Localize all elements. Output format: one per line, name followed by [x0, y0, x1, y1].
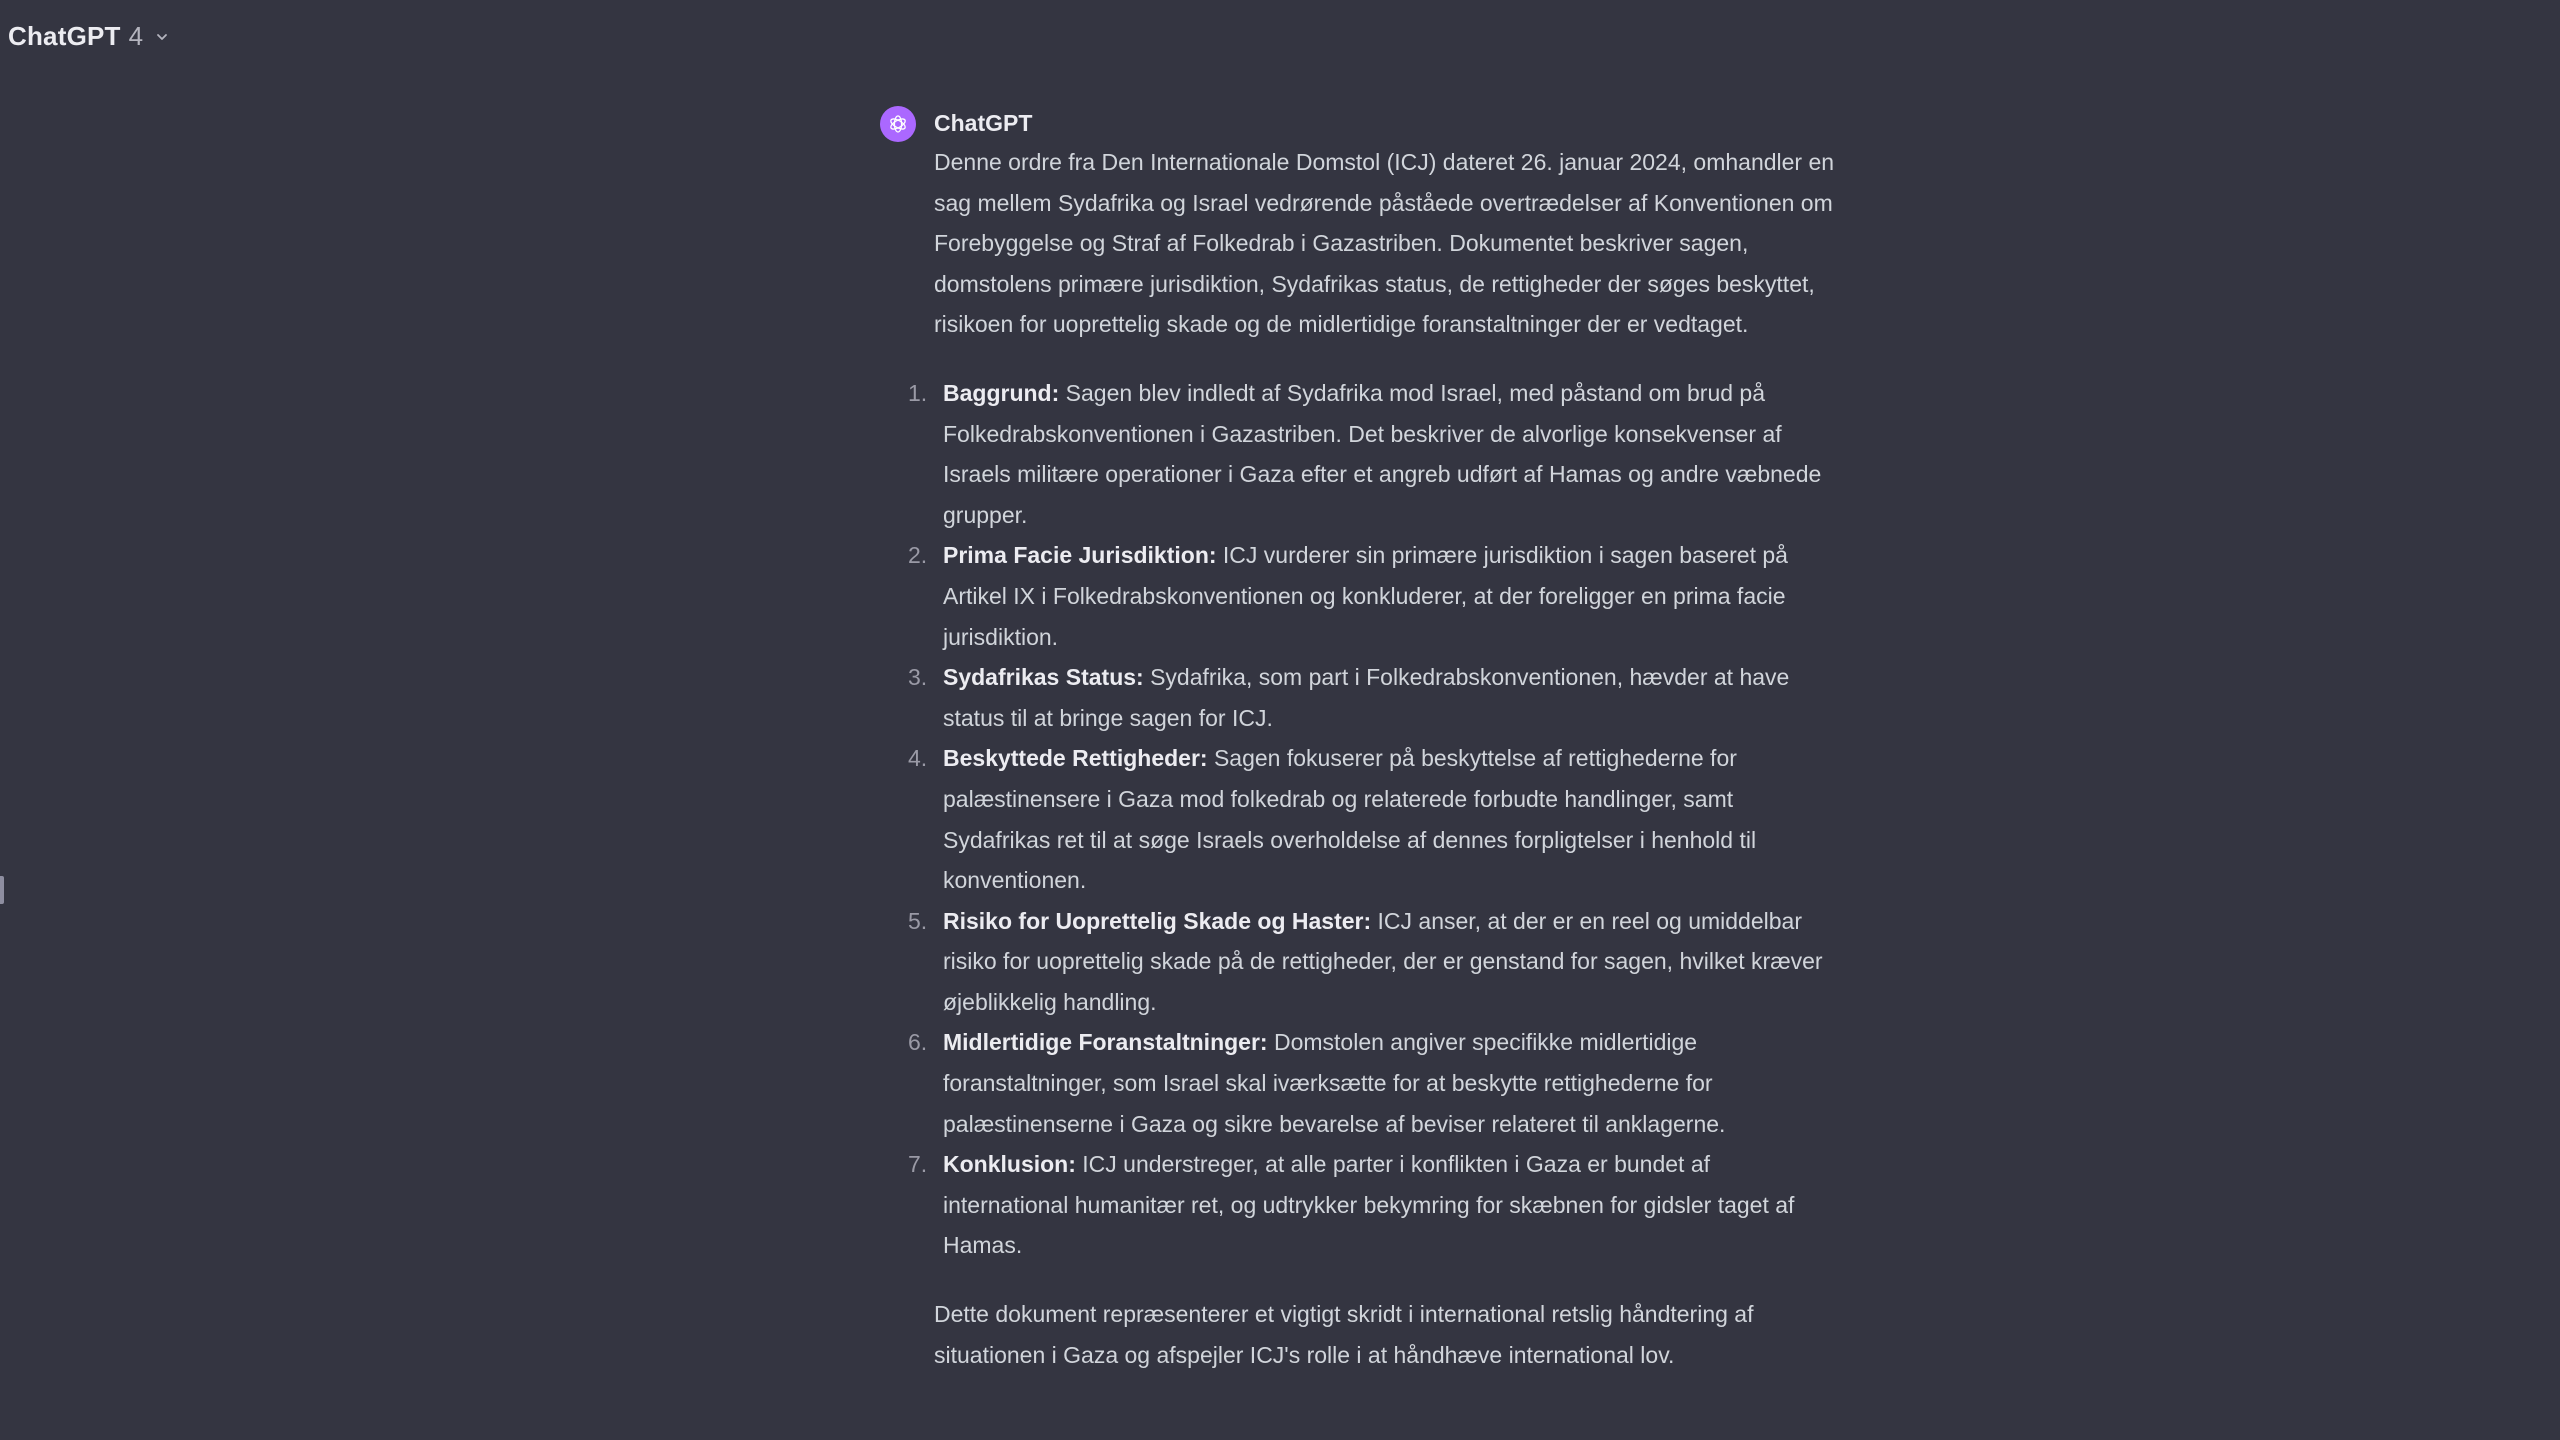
assistant-message — [880, 104, 1840, 1375]
message-author: ChatGPT — [934, 110, 1033, 136]
list-item-text: ICJ anser, at der er en reel og umiddelbar risiko for uoprettelig skade på de rettigheder, der er genstand for sagen, hvilket kræver øjeblikkelig handling. — [943, 907, 1823, 1015]
list-item-text: Sagen blev indledt af Sydafrika mod Israel, med påstand om brud på Folkedrabskonventionen i Gazastriben. Det beskriver de alvorlige konsekvenser af Israels militære operationer i Gaza efter et angreb udført af Hamas og andre væbnede grupper. — [943, 379, 1822, 528]
list-item — [908, 738, 1840, 900]
list-item — [908, 535, 1840, 657]
list-item-title: Sydafrikas Status: — [943, 664, 1151, 691]
list-item-title: Beskyttede Rettigheder: — [943, 745, 1214, 772]
openai-logo-icon — [886, 112, 910, 136]
assistant-avatar — [880, 106, 916, 142]
list-number: 3. — [908, 664, 928, 691]
summary-list — [908, 373, 1840, 1266]
list-number: 6. — [908, 1029, 928, 1056]
list-number: 7. — [908, 1151, 928, 1178]
message-conclusion: Dette dokument repræsenterer et vigtigt skridt i international retslig håndtering af situationen i Gaza og afspejler ICJ's rolle i at håndhæve international lov. — [934, 1301, 1754, 1368]
message-intro: Denne ordre fra Den Internationale Domstol (ICJ) dateret 26. januar 2024, omhandler en sag mellem Sydafrika og Israel vedrørende påståede overtrædelser af Konventionen om Forebyggelse og Straf af Folkedrab i Gazastriben. Dokumentet beskriver sagen, domstolens primære jurisdiktion, Sydafrikas status, de rettigheder der søges beskyttet, risikoen for uoprettelig skade og de midlertidige foranstaltninger der er vedtaget. — [934, 149, 1835, 338]
list-item-title: Baggrund: — [943, 379, 1066, 406]
list-item-title: Prima Facie Jurisdiktion: — [943, 542, 1223, 569]
list-item-text: ICJ vurderer sin primære jurisdiktion i sagen baseret på Artikel IX i Folkedrabskonventionen og konkluderer, at der foreligger en prima facie jurisdiktion. — [943, 542, 1788, 650]
chevron-down-icon — [155, 30, 169, 44]
list-number: 1. — [908, 379, 928, 406]
message-content — [908, 104, 1840, 1375]
list-item-text: Sagen fokuserer på beskyttelse af rettighederne for palæstinensere i Gaza mod folkedrab og relaterede forbudte handlinger, samt Sydafrikas ret til at søge Israels overholdelse af dennes forpligtelser i henhold til konventionen. — [943, 745, 1757, 894]
list-item-text: ICJ understreger, at alle parter i konflikten i Gaza er bundet af international humanitær ret, og udtrykker bekymring for skæbnen for gidsler taget af Hamas. — [943, 1151, 1795, 1259]
list-item-text: Sydafrika, som part i Folkedrabskonventionen, hævder at have status til at bringe sagen for ICJ. — [943, 664, 1790, 731]
list-item-title: Midlertidige Foranstaltninger: — [943, 1029, 1274, 1056]
model-selector[interactable] — [0, 0, 169, 72]
model-name: ChatGPT — [8, 20, 121, 51]
model-version: 4 — [128, 20, 144, 51]
list-number: 4. — [908, 745, 928, 772]
list-item — [908, 901, 1840, 1023]
list-number: 5. — [908, 907, 928, 934]
list-item-text: Domstolen angiver specifikke midlertidige foranstaltninger, som Israel skal iværksætte for at beskytte rettighederne for palæstinenserne i Gaza og sikre bevarelse af beviser relateret til anklagerne. — [943, 1029, 1726, 1137]
list-item-title: Risiko for Uoprettelig Skade og Haster: — [943, 907, 1378, 934]
sidebar-toggle-handle[interactable] — [0, 876, 4, 904]
list-item-title: Konklusion: — [943, 1151, 1083, 1178]
list-item — [908, 1022, 1840, 1144]
list-item — [908, 1144, 1840, 1266]
list-number: 2. — [908, 542, 928, 569]
list-item — [908, 373, 1840, 535]
conversation — [880, 104, 1840, 1375]
list-item — [908, 657, 1840, 738]
